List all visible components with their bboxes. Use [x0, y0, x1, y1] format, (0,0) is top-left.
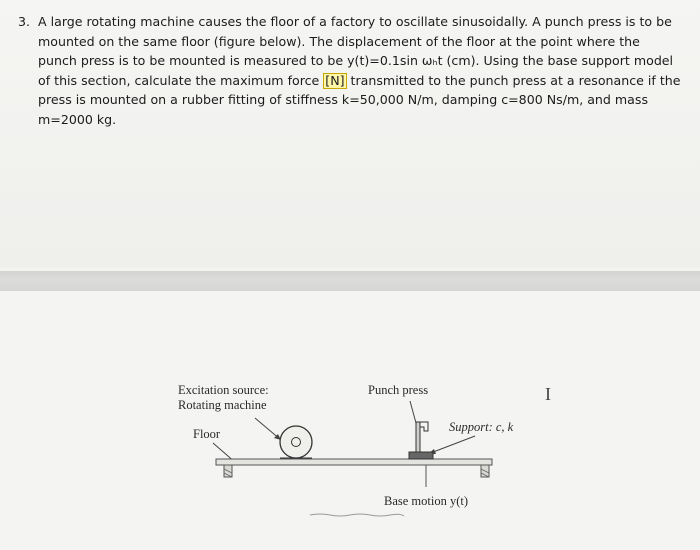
- problem-line-6: m=2000 kg.: [38, 111, 117, 127]
- problem-statement: [0, 0, 700, 268]
- floor-beam: [216, 459, 492, 465]
- punch-press-label: Punch press: [368, 383, 429, 397]
- problem-text: [18, 12, 688, 130]
- text-cursor-icon: I: [545, 384, 551, 404]
- problem-line-5: press is mounted on a rubber fitting of stiffness k=50,000 N/m, damping c=800 Ns/m, and mass: [38, 92, 649, 108]
- highlighted-unit: [N]: [325, 72, 345, 88]
- floor-label: Floor: [193, 427, 221, 441]
- support-leader-line: [428, 436, 475, 454]
- rotating-machine: [280, 426, 312, 458]
- excitation-label-line1: Excitation source:: [178, 383, 269, 397]
- punch-leader-line: [410, 401, 416, 423]
- rubber-support: [409, 452, 433, 459]
- ink-scribble: [310, 514, 404, 516]
- problem-number: 3.: [18, 14, 31, 29]
- excitation-label-line2: Rotating machine: [178, 398, 267, 412]
- separator-bar: [0, 271, 700, 291]
- support-label: Support: c, k: [449, 420, 514, 434]
- base-motion-figure: [0, 291, 700, 550]
- problem-line-3: punch press is to be mounted is measured to be y(t)=0.1sin ωₕt (cm). Using the base support model: [38, 53, 674, 69]
- figure-panel: [0, 291, 700, 550]
- problem-line-2: mounted on the same floor (figure below). The displacement of the floor at the point where the: [38, 33, 640, 49]
- problem-line-1: 3. A large rotating machine causes the floor of a factory to oscillate sinusoidally. A punch press is to be: [18, 14, 672, 29]
- punch-press-column: [416, 422, 420, 452]
- base-motion-label: Base motion y(t): [384, 494, 469, 508]
- problem-line-4: of this section, calculate the maximum force [N] transmitted to the punch press at a resonance if the: [38, 72, 681, 88]
